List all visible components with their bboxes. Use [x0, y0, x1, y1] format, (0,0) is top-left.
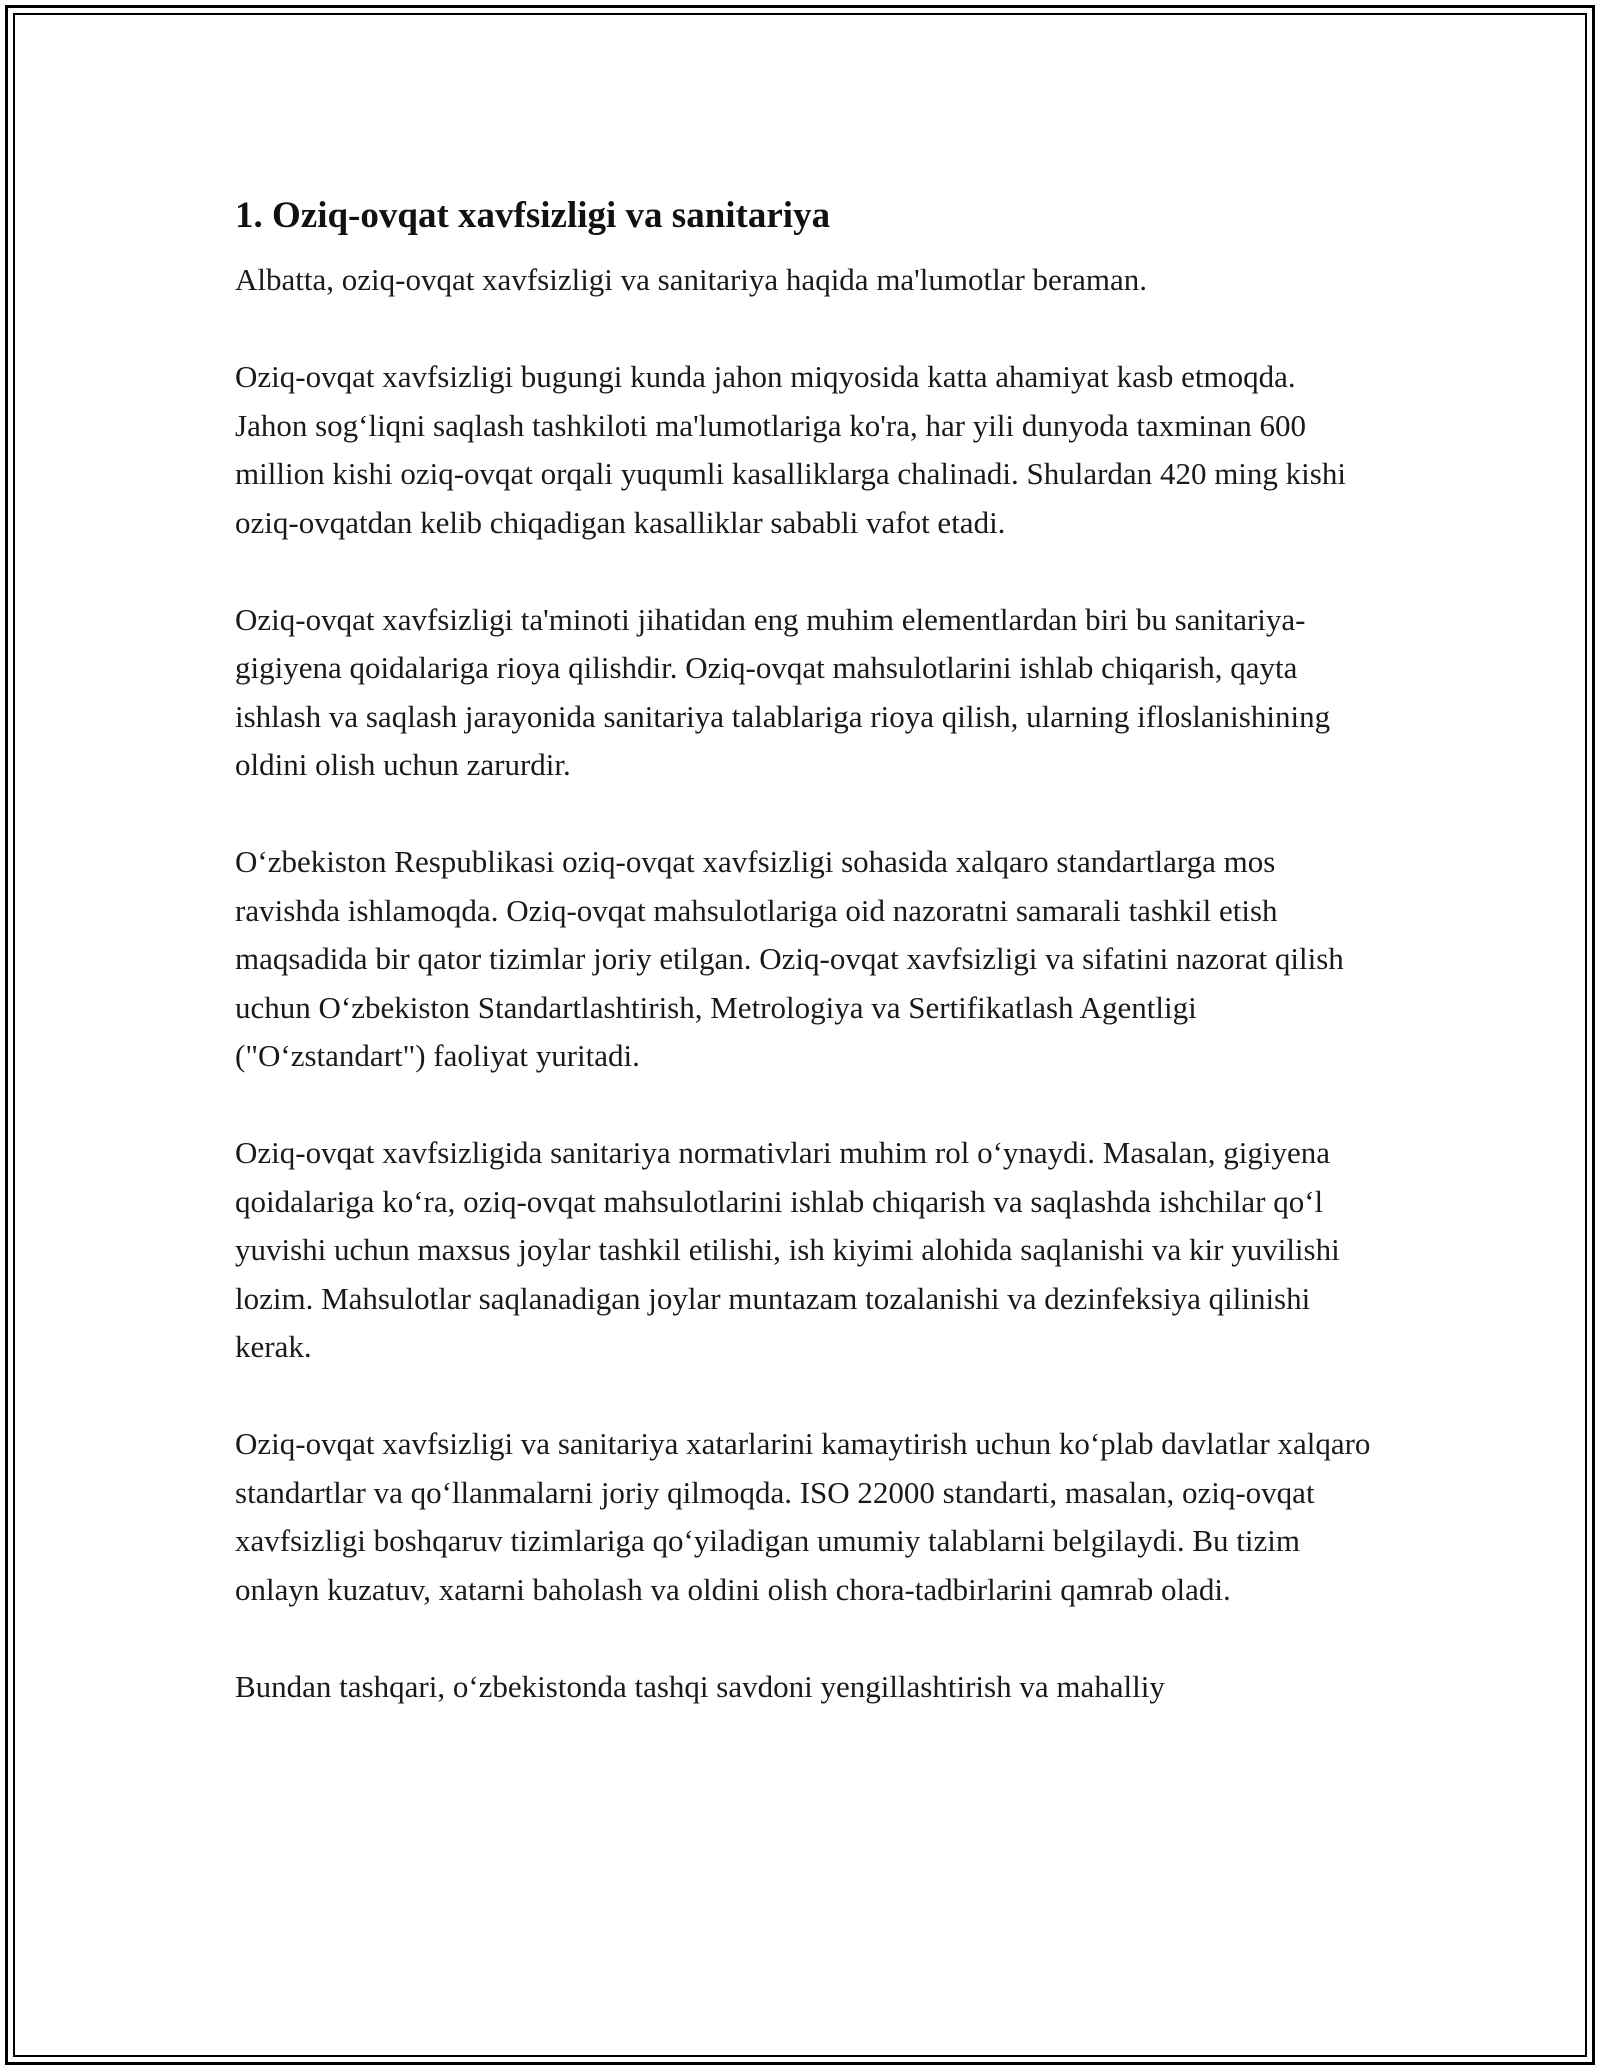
paragraph-global-statistics: Oziq-ovqat xavfsizligi bugungi kunda jahon miqyosida katta ahamiyat kasb etmoqda. Jahon sog‘liqni saqlash tashkiloti ma'lumotlariga ko'ra, har yili dunyoda taxminan 600 million kishi oziq-ovqat orqali yuqumli kasalliklarga chalinadi. Shulardan 420 ming kishi oziq-ovqatdan kelib chiqadigan kasalliklar sababli vafot etadi. [235, 359, 1346, 540]
paragraph-sanitary-rules: Oziq-ovqat xavfsizligi ta'minoti jihatidan eng muhim elementlardan biri bu sanitariya-gigiyena qoidalariga rioya qilishdir. Oziq-ovqat mahsulotlarini ishlab chiqarish, qayta ishlash va saqlash jarayonida sanitariya talablariga rioya qilish, ularning ifloslanishining oldini olish uchun zarurdir. [235, 601, 1331, 782]
document-body [235, 188, 1375, 1711]
paragraph-sanitary-norms: Oziq-ovqat xavfsizligida sanitariya normativlari muhim rol o‘ynaydi. Masalan, gigiyena qoidalariga ko‘ra, oziq-ovqat mahsulotlarini ishlab chiqarish va saqlashda ishchilar qo‘l yuvishi uchun maxsus joylar tashkil etilishi, ish kiyimi alohida saqlanishi va kir yuvilishi lozim. Mahsulotlar saqlanadigan joylar muntazam tozalanishi va dezinfeksiya qilinishi kerak. [235, 1135, 1340, 1364]
paragraph-trade-facilitation: Bundan tashqari, o‘zbekistonda tashqi savdoni yengillashtirish va mahalliy [235, 1668, 1165, 1704]
paragraph-intro: Albatta, oziq-ovqat xavfsizligi va sanitariya haqida ma'lumotlar beraman. [235, 262, 1148, 297]
paragraph-iso-22000: Oziq-ovqat xavfsizligi va sanitariya xatarlarini kamaytirish uchun ko‘plab davlatlar xalqaro standartlar va qo‘llanmalarni joriy qilmoqda. ISO 22000 standarti, masalan, oziq-ovqat xavfsizligi boshqaruv tizimlariga qo‘yiladigan umumiy talablarni belgilaydi. Bu tizim onlayn kuzatuv, xatarni baholash va oldini olish chora-tadbirlarini qamrab oladi. [235, 1426, 1371, 1607]
document-title: 1. Oziq-ovqat xavfsizligi va sanitariya [235, 195, 831, 236]
paragraph-uzbekistan-standards: O‘zbekiston Respublikasi oziq-ovqat xavfsizligi sohasida xalqaro standartlarga mos ravishda ishlamoqda. Oziq-ovqat mahsulotlariga oid nazoratni samarali tashkil etish maqsadida bir qator tizimlar joriy etilgan. Oziq-ovqat xavfsizligi va sifatini nazorat qilish uchun O‘zbekiston Standartlashtirish, Metrologiya va Sertifikatlash Agentligi ("O‘zstandart") faoliyat yuritadi. [235, 844, 1344, 1073]
